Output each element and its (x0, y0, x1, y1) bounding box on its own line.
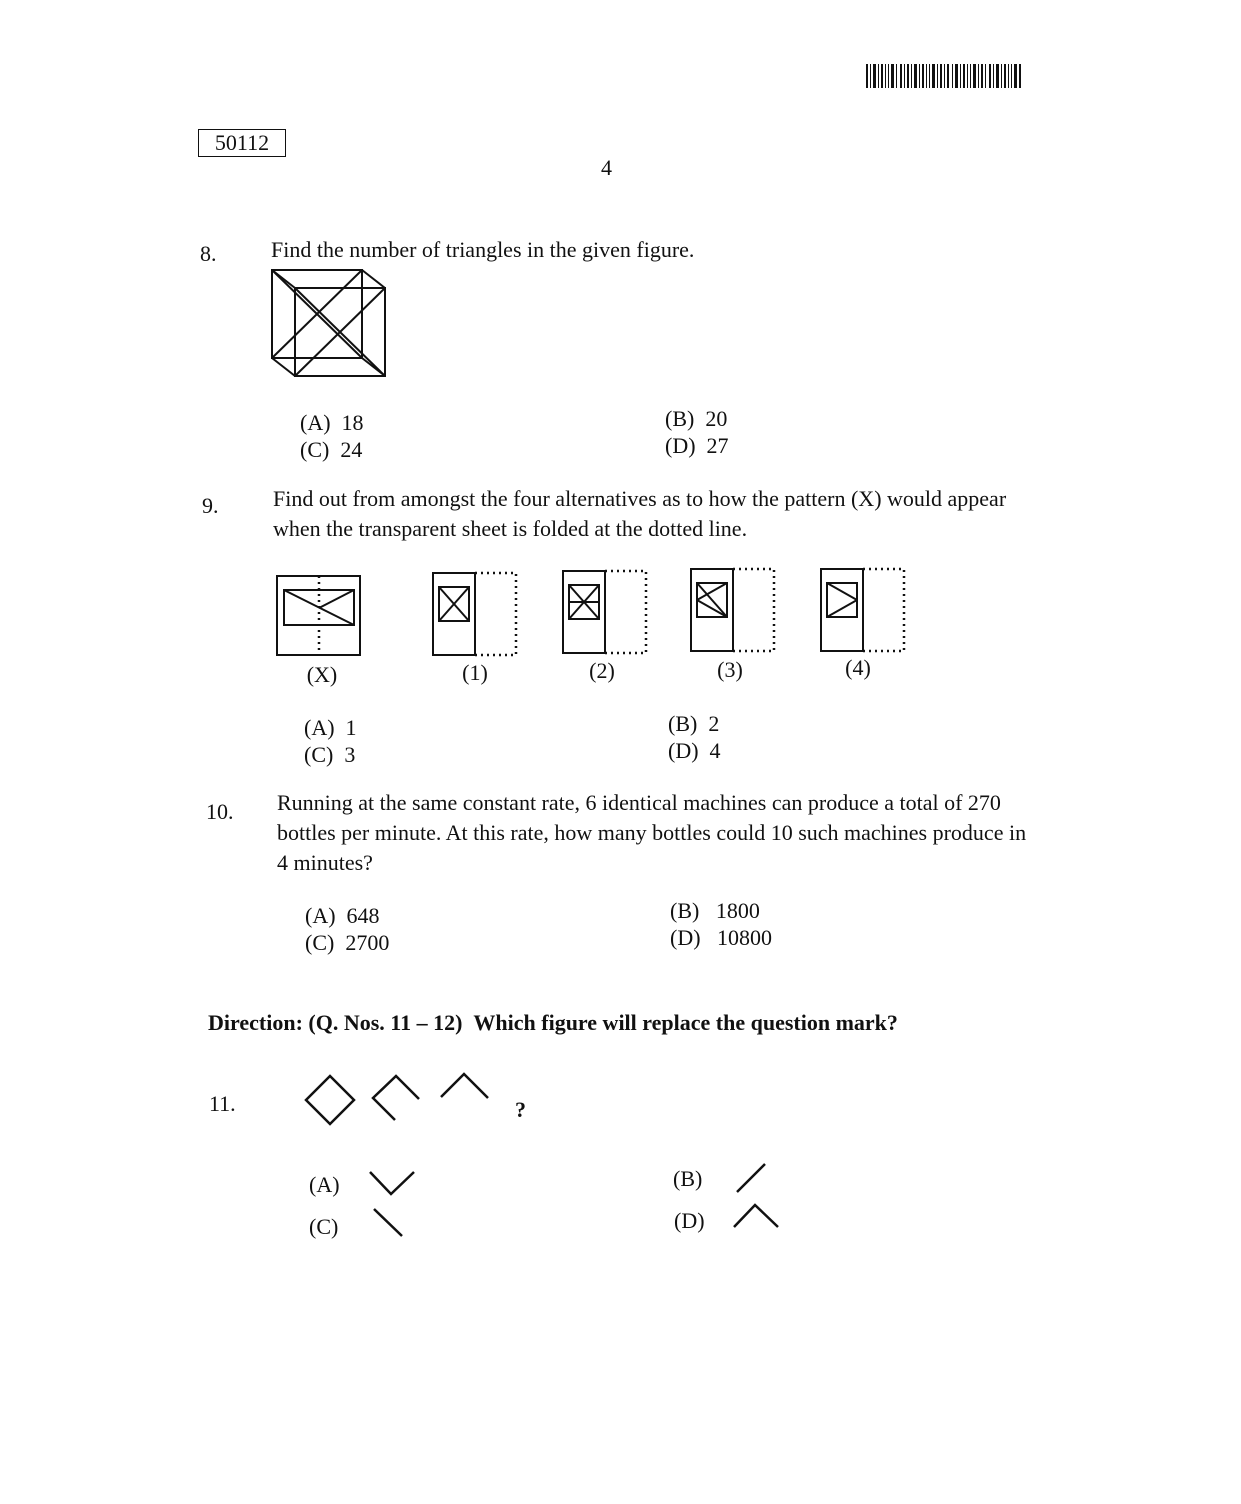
q11-diamond-shape (306, 1076, 354, 1124)
q10-option-d: (D) 10800 (670, 925, 773, 950)
q9-label-3: (3) (717, 657, 743, 682)
q9-option-c: (C) 3 (304, 742, 356, 767)
q8-option-a: (A) 18 (300, 410, 364, 435)
q10-option-b: (B) 1800 (670, 898, 760, 923)
q11-option-c-figure (372, 1207, 406, 1239)
paper-code-box: 50112 (198, 129, 286, 157)
q11-caret-shape (441, 1074, 488, 1098)
q9-figure-2 (562, 570, 648, 655)
q9-option-d: (D) 4 (668, 738, 721, 763)
q8-option-b: (B) 20 (665, 406, 728, 431)
q9-option-b: (B) 2 (668, 711, 720, 736)
question-8-number: 8. (200, 241, 217, 266)
question-9-text: Find out from amongst the four alternatives as to how the pattern (X) would appear when the transparent sheet is folded at the dotted line. (273, 486, 1007, 541)
page-number: 4 (601, 155, 612, 180)
direction-prefix: Direction: (Q. Nos. 11 – 12) (208, 1010, 463, 1035)
q8-cube-figure (270, 268, 390, 380)
q9-label-2: (2) (589, 658, 615, 683)
q11-option-a-figure (368, 1170, 418, 1198)
q10-option-c: (C) 2700 (305, 930, 390, 955)
question-8-text: Find the number of triangles in the given figure. (271, 237, 695, 262)
q8-option-d: (D) 27 (665, 433, 729, 458)
q11-three-sides-shape (373, 1076, 419, 1120)
q11-sequence-figures (305, 1072, 505, 1128)
question-10-number: 10. (206, 799, 234, 824)
q9-figure-x (276, 575, 362, 657)
q9-figure-1 (432, 572, 518, 657)
q11-option-d-figure (732, 1201, 782, 1231)
question-11-number: 11. (209, 1091, 236, 1116)
q9-figure-3 (690, 568, 776, 653)
q11-question-mark: ? (515, 1097, 526, 1122)
direction-heading (208, 1009, 898, 1037)
question-10-text: Running at the same constant rate, 6 identical machines can produce a total of 270 bottles per minute. At this rate, how many bottles could 10 such machines produce in 4 minutes? (277, 790, 1027, 875)
q9-figure-4 (820, 568, 906, 653)
q9-option-a: (A) 1 (304, 715, 357, 740)
q8-option-c: (C) 24 (300, 437, 363, 462)
q11-option-d-label: (D) (674, 1208, 705, 1233)
q11-option-c-label: (C) (309, 1214, 339, 1239)
q9-label-x: (X) (306, 662, 338, 687)
q11-option-b-label: (B) (673, 1166, 703, 1191)
q11-option-a-label: (A) (309, 1172, 340, 1197)
q11-option-b-figure (734, 1162, 770, 1194)
question-9-number: 9. (202, 493, 219, 518)
q10-option-a: (A) 648 (305, 903, 380, 928)
direction-text: Which figure will replace the question mark? (473, 1010, 898, 1035)
barcode-image (866, 64, 1021, 88)
q9-label-4: (4) (845, 655, 871, 680)
q9-label-1: (1) (462, 660, 488, 685)
